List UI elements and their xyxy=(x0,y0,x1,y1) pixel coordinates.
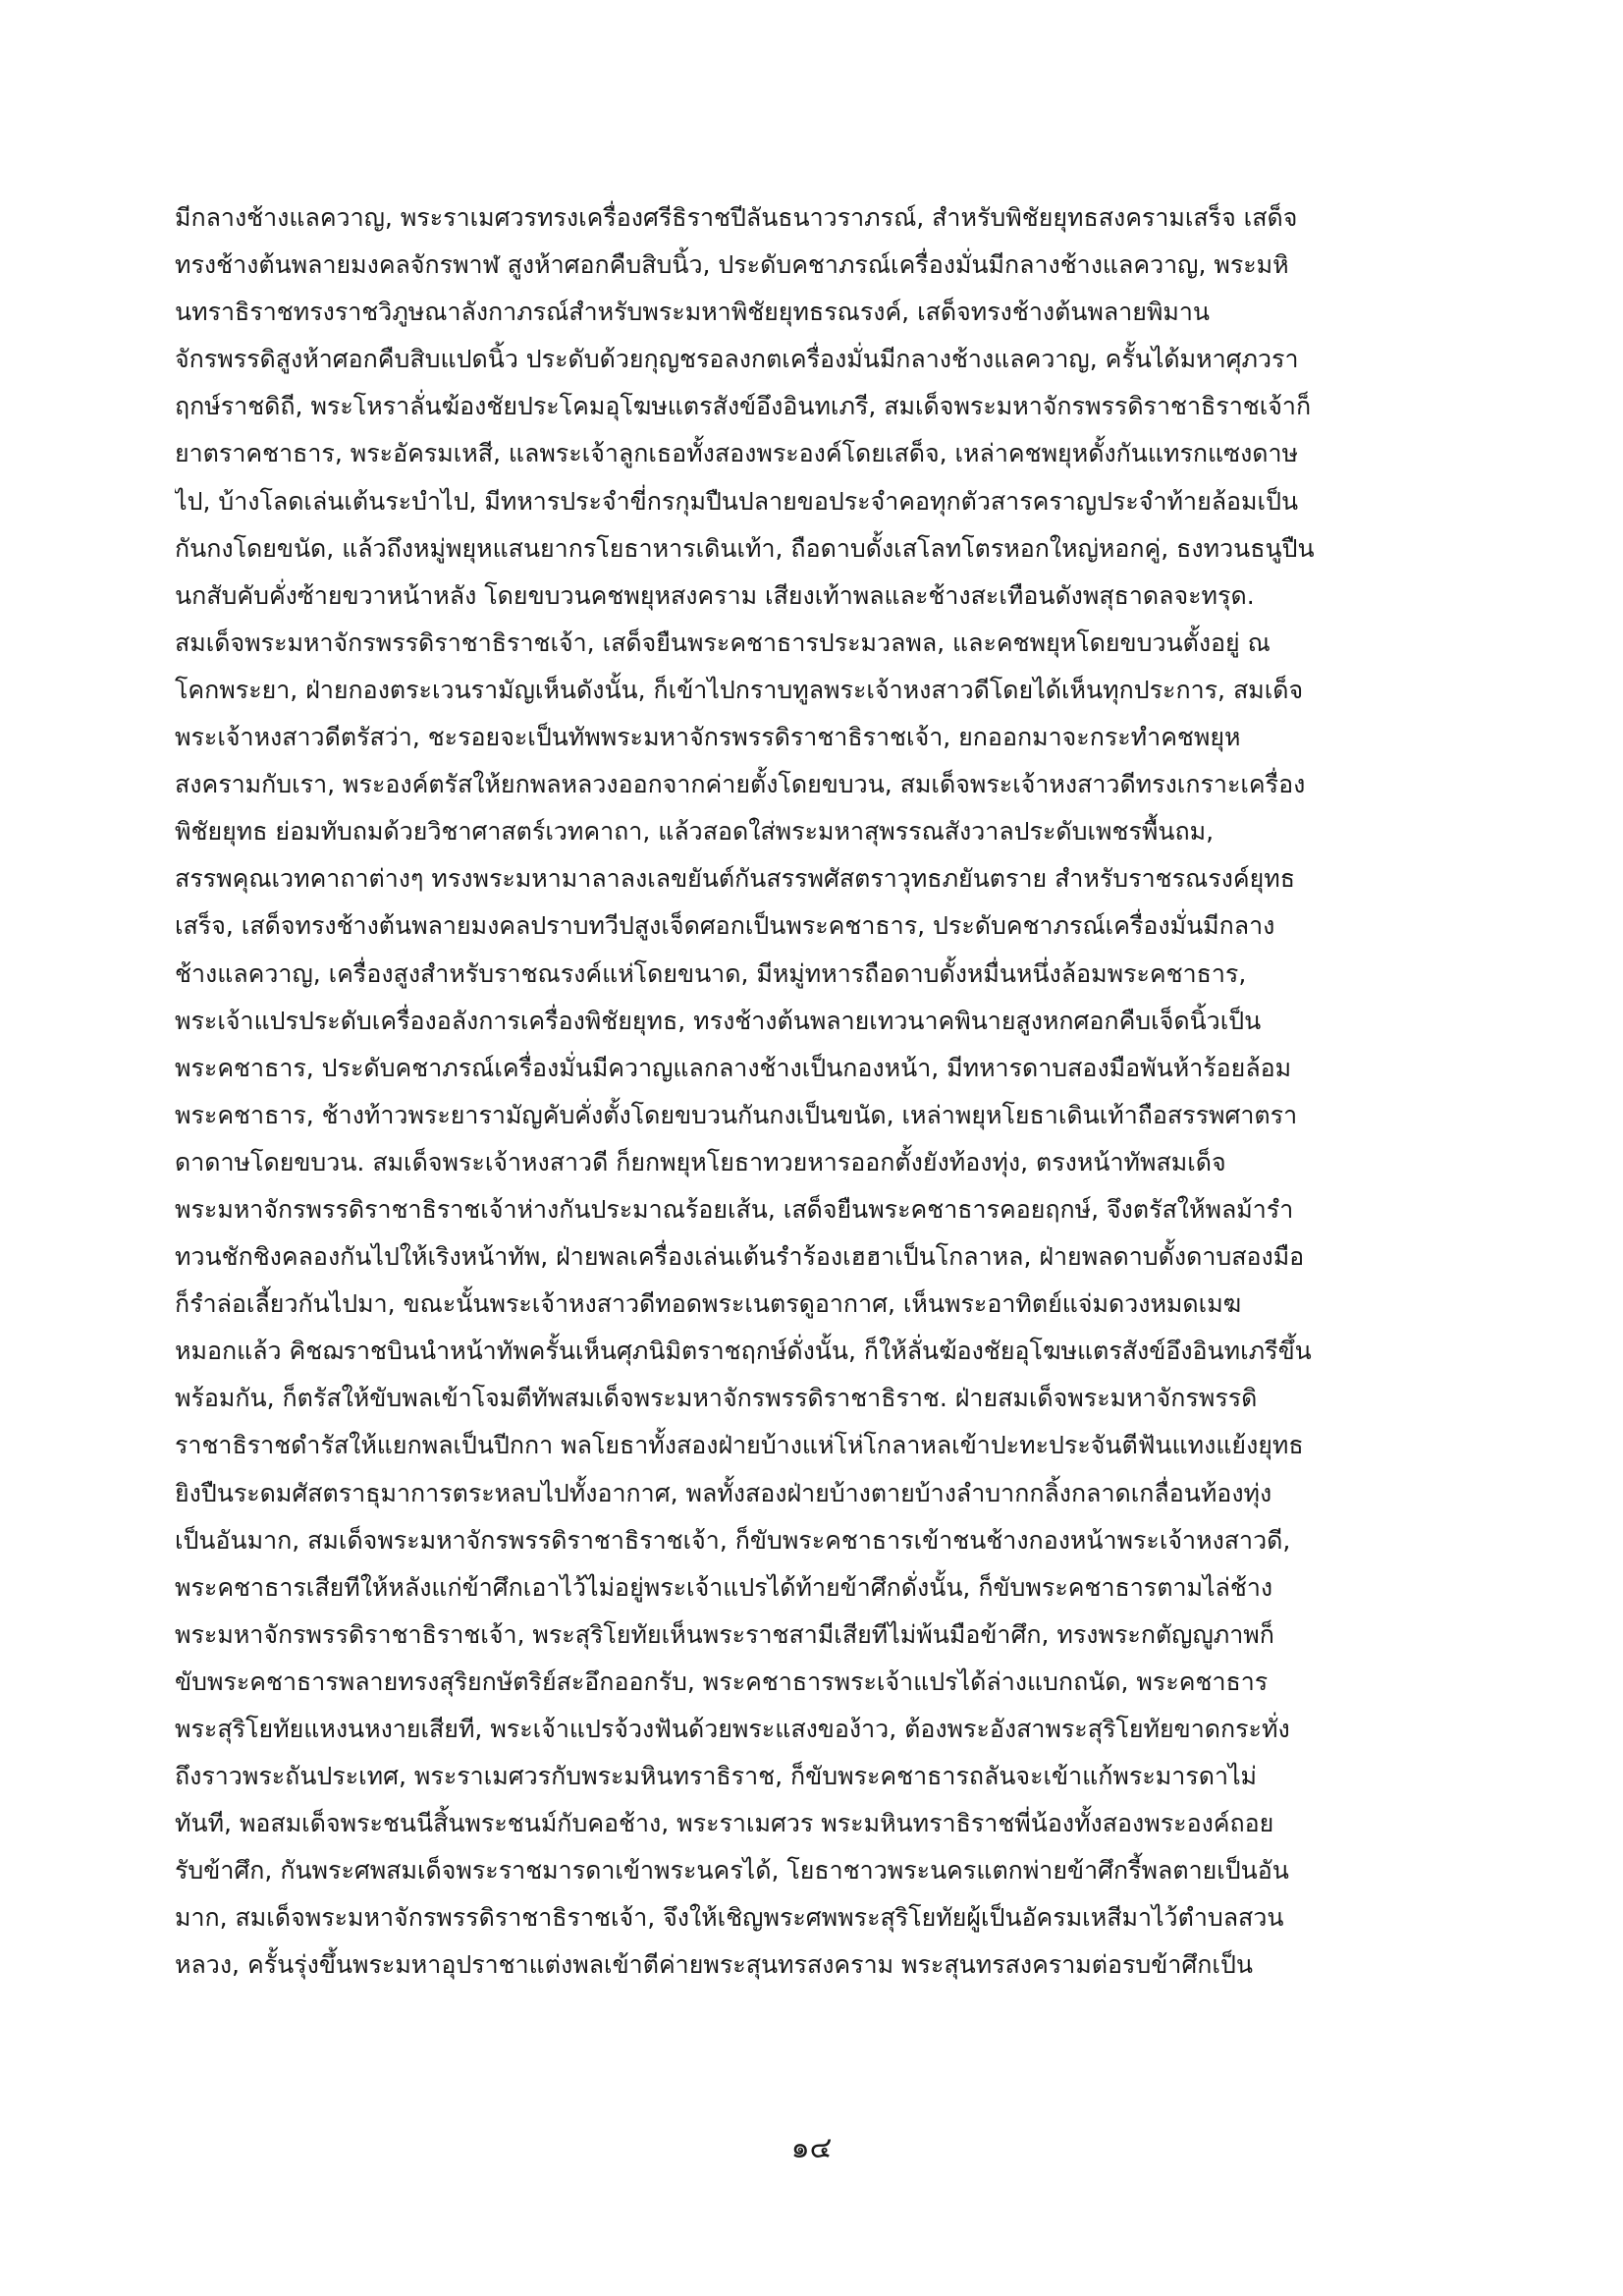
text-line: ทวนชักชิงคลองกันไปให้เริงหน้าทัพ, ฝ่ายพลเครื่องเล่นเต้นรำร้องเฮฮาเป็นโกลาหล, ฝ่ายพลดาบดั้งดาบสองมือ xyxy=(175,1242,1305,1272)
text-line: ยาตราคชาธาร, พระอัครมเหสี, แลพระเจ้าลูกเธอทั้งสองพระองค์โดยเสด็จ, เหล่าคชพยุหดั้งกันแทรกแซงดาษ xyxy=(175,439,1299,468)
text-line: พระมหาจักรพรรดิราชาธิราชเจ้าห่างกันประมาณร้อยเส้น, เสด็จยืนพระคชาธารคอยฤกษ์, จึงตรัสให้พลม้ารำ xyxy=(175,1194,1294,1224)
text-line: เสร็จ, เสด็จทรงช้างต้นพลายมงคลปราบทวีปสูงเจ็ดศอกเป็นพระคชาธาร, ประดับคชาภรณ์เครื่องมั่นมีกลาง xyxy=(175,911,1275,941)
page-number: ๑๔ xyxy=(790,2131,833,2165)
text-line: พระเจ้าแปรประดับเครื่องอลังการเครื่องพิชัยยุทธ, ทรงช้างต้นพลายเทวนาคพินายสูงหกศอกคืบเจ็ดนิ้วเป็น xyxy=(175,1006,1262,1035)
text-line: มาก, สมเด็จพระมหาจักรพรรดิราชาธิราชเจ้า, จึงให้เชิญพระศพพระสุริโยทัยผู้เป็นอัครมเหสีมาไว้ตำบลสวน xyxy=(175,1903,1284,1933)
text-line: ทันที, พอสมเด็จพระชนนีสิ้นพระชนม์กับคอช้าง, พระราเมศวร พระมหินทราธิราชพี่น้องทั้งสองพระองค์ถอย xyxy=(175,1809,1274,1838)
text-line: ฤกษ์ราชดิถี, พระโหราลั่นฆ้องชัยประโคมอุโฆษแตรสังข์อึงอินทเภรี, สมเด็จพระมหาจักรพรรดิราชาธิราชเจ้าก็ xyxy=(175,392,1312,421)
text-line: สรรพคุณเวทคาถาต่างๆ ทรงพระมหามาลาลงเลขยันต์กันสรรพศัสตราวุทธภยันตราย สำหรับราชรณรงค์ยุทธ xyxy=(175,864,1295,894)
text-line: มีกลางช้างแลควาญ, พระราเมศวรทรงเครื่องศรีธิราชปีลันธนาวราภรณ์, สำหรับพิชัยยุทธสงครามเสร็จ เสด็จ xyxy=(175,203,1298,232)
text-line: พระคชาธารเสียทีให้หลังแก่ข้าศึกเอาไว้ไม่อยู่พระเจ้าแปรได้ท้ายข้าศึกดั่งนั้น, ก็ขับพระคชาธารตามไล่ช้าง xyxy=(175,1572,1273,1602)
text-line: จักรพรรดิสูงห้าศอกคืบสิบแปดนิ้ว ประดับด้วยกุญชรอลงกตเครื่องมั่นมีกลางช้างแลควาญ, ครั้นได้มหาศุภวรา xyxy=(175,345,1299,374)
text-line: ยิงปืนระดมศัสตราธุมาการตระหลบไปทั้งอากาศ, พลทั้งสองฝ่ายบ้างตายบ้างลำบากกลิ้งกลาดเกลื่อนท้องทุ่ง xyxy=(175,1478,1272,1507)
text-line: ราชาธิราชดำรัสให้แยกพลเป็นปีกกา พลโยธาทั้งสองฝ่ายบ้างแห่โห่โกลาหลเข้าปะทะประจันตีฟันแทงแย้งยุทธ xyxy=(175,1431,1304,1460)
text-line: ขับพระคชาธารพลายทรงสุริยกษัตริย์สะอึกออกรับ, พระคชาธารพระเจ้าแปรได้ล่างแบกถนัด, พระคชาธาร xyxy=(175,1667,1269,1696)
text-line: รับข้าศึก, กันพระศพสมเด็จพระราชมารดาเข้าพระนครได้, โยธาชาวพระนครแตกพ่ายข้าศึกรี้พลตายเป็นอัน xyxy=(175,1856,1289,1886)
text-line: กันกงโดยขนัด, แล้วถึงหมู่พยุหแสนยากรโยธาหารเดินเท้า, ถือดาบดั้งเสโลทโตรหอกใหญ่หอกคู่, ธงทวนธนูปืน xyxy=(175,533,1315,563)
text-line: นทราธิราชทรงราชวิภูษณาลังกาภรณ์สำหรับพระมหาพิชัยยุทธรณรงค์, เสด็จทรงช้างต้นพลายพิมาน xyxy=(175,298,1210,327)
text-line: พร้อมกัน, ก็ตรัสให้ขับพลเข้าโจมตีทัพสมเด็จพระมหาจักรพรรดิราชาธิราช. ฝ่ายสมเด็จพระมหาจักรพรรดิ xyxy=(175,1384,1258,1413)
text-line: เป็นอันมาก, สมเด็จพระมหาจักรพรรดิราชาธิราชเจ้า, ก็ขับพระคชาธารเข้าชนช้างกองหน้าพระเจ้าหงสาวดี, xyxy=(175,1525,1291,1555)
text-line: ช้างแลควาญ, เครื่องสูงสำหรับราชณรงค์แห่โดยขนาด, มีหมู่ทหารถือดาบดั้งหมื่นหนึ่งล้อมพระคชาธาร, xyxy=(175,958,1247,988)
text-line: นกสับคับคั่งซ้ายขวาหน้าหลัง โดยขบวนคชพยุหสงคราม เสียงเท้าพลและช้างสะเทือนดังพสุธาดลจะทรุด. xyxy=(175,580,1255,610)
text-line: พิชัยยุทธ ย่อมทับถมด้วยวิชาศาสตร์เวทคาถา, แล้วสอดใส่พระมหาสุพรรณสังวาลประดับเพชรพื้นถม, xyxy=(175,817,1215,847)
text-line: พระสุริโยทัยแหงนหงายเสียที, พระเจ้าแปรจ้วงฟันด้วยพระแสงของ้าว, ต้องพระอังสาพระสุริโยทัยขาดกระทั่ง xyxy=(175,1715,1290,1743)
text-line: ทรงช้างต้นพลายมงคลจักรพาฬ สูงห้าศอกคืบสิบนิ้ว, ประดับคชาภรณ์เครื่องมั่นมีกลางช้างแลควาญ, พระมหิ xyxy=(175,250,1289,280)
text-line: พระคชาธาร, ประดับคชาภรณ์เครื่องมั่นมีควาญแลกลางช้างเป็นกองหน้า, มีทหารดาบสองมือพันห้าร้อยล้อม xyxy=(175,1053,1292,1082)
text-line: หมอกแล้ว คิชฌราชบินนำหน้าทัพครั้นเห็นศุภนิมิตราชฤกษ์ดั่งนั้น, ก็ให้ลั่นฆ้องชัยอุโฆษแตรสังข์อึงอินทเภรีขึ้น xyxy=(175,1337,1312,1366)
text-line: ดาดาษโดยขบวน. สมเด็จพระเจ้าหงสาวดี ก็ยกพยุหโยธาทวยหารออกตั้งยังท้องทุ่ง, ตรงหน้าทัพสมเด็จ xyxy=(175,1147,1226,1176)
text-line: ก็รำล่อเลี้ยวกันไปมา, ขณะนั้นพระเจ้าหงสาวดีทอดพระเนตรดูอากาศ, เห็นพระอาทิตย์แจ่มดวงหมดเมฆ xyxy=(175,1289,1242,1319)
text-line: พระมหาจักรพรรดิราชาธิราชเจ้า, พระสุริโยทัยเห็นพระราชสามีเสียทีไม่พ้นมือข้าศึก, ทรงพระกตัญญูภาพก็ xyxy=(175,1619,1274,1649)
text-line: พระเจ้าหงสาวดีตรัสว่า, ชะรอยจะเป็นทัพพระมหาจักรพรรดิราชาธิราชเจ้า, ยกออกมาจะกระทำคชพยุห xyxy=(175,723,1241,752)
body-text xyxy=(175,194,1449,1990)
text-line: โคกพระยา, ฝ่ายกองตระเวนรามัญเห็นดังนั้น, ก็เข้าไปกราบทูลพระเจ้าหงสาวดีโดยได้เห็นทุกประการ, สมเด็จ xyxy=(175,675,1304,704)
text-line: สมเด็จพระมหาจักรพรรดิราชาธิราชเจ้า, เสด็จยืนพระคชาธารประมวลพล, และคชพยุหโดยขบวนตั้งอยู่ ณ xyxy=(175,628,1271,657)
text-line: ไป, บ้างโลดเล่นเต้นระบำไป, มีทหารประจำขี่กรกุมปืนปลายขอประจำคอทุกตัวสารคราญประจำท้ายล้อมเป็น xyxy=(175,486,1299,516)
text-line: พระคชาธาร, ช้างท้าวพระยารามัญคับคั่งตั้งโดยขบวนกันกงเป็นขนัด, เหล่าพยุหโยธาเดินเท้าถือสรรพศาตรา xyxy=(175,1100,1298,1129)
text-line: ถึงราวพระถันประเทศ, พระราเมศวรกับพระมหินทราธิราช, ก็ขับพระคชาธารถลันจะเข้าแก้พระมารดาไม่ xyxy=(175,1762,1258,1791)
text-line: หลวง, ครั้นรุ่งขึ้นพระมหาอุปราชาแต่งพลเข้าตีค่ายพระสุนทรสงคราม พระสุนทรสงครามต่อรบข้าศึกเป็น xyxy=(175,1950,1253,1980)
text-line: สงครามกับเรา, พระองค์ตรัสให้ยกพลหลวงออกจากค่ายตั้งโดยขบวน, สมเด็จพระเจ้าหงสาวดีทรงเกราะเครื่อง xyxy=(175,770,1306,799)
